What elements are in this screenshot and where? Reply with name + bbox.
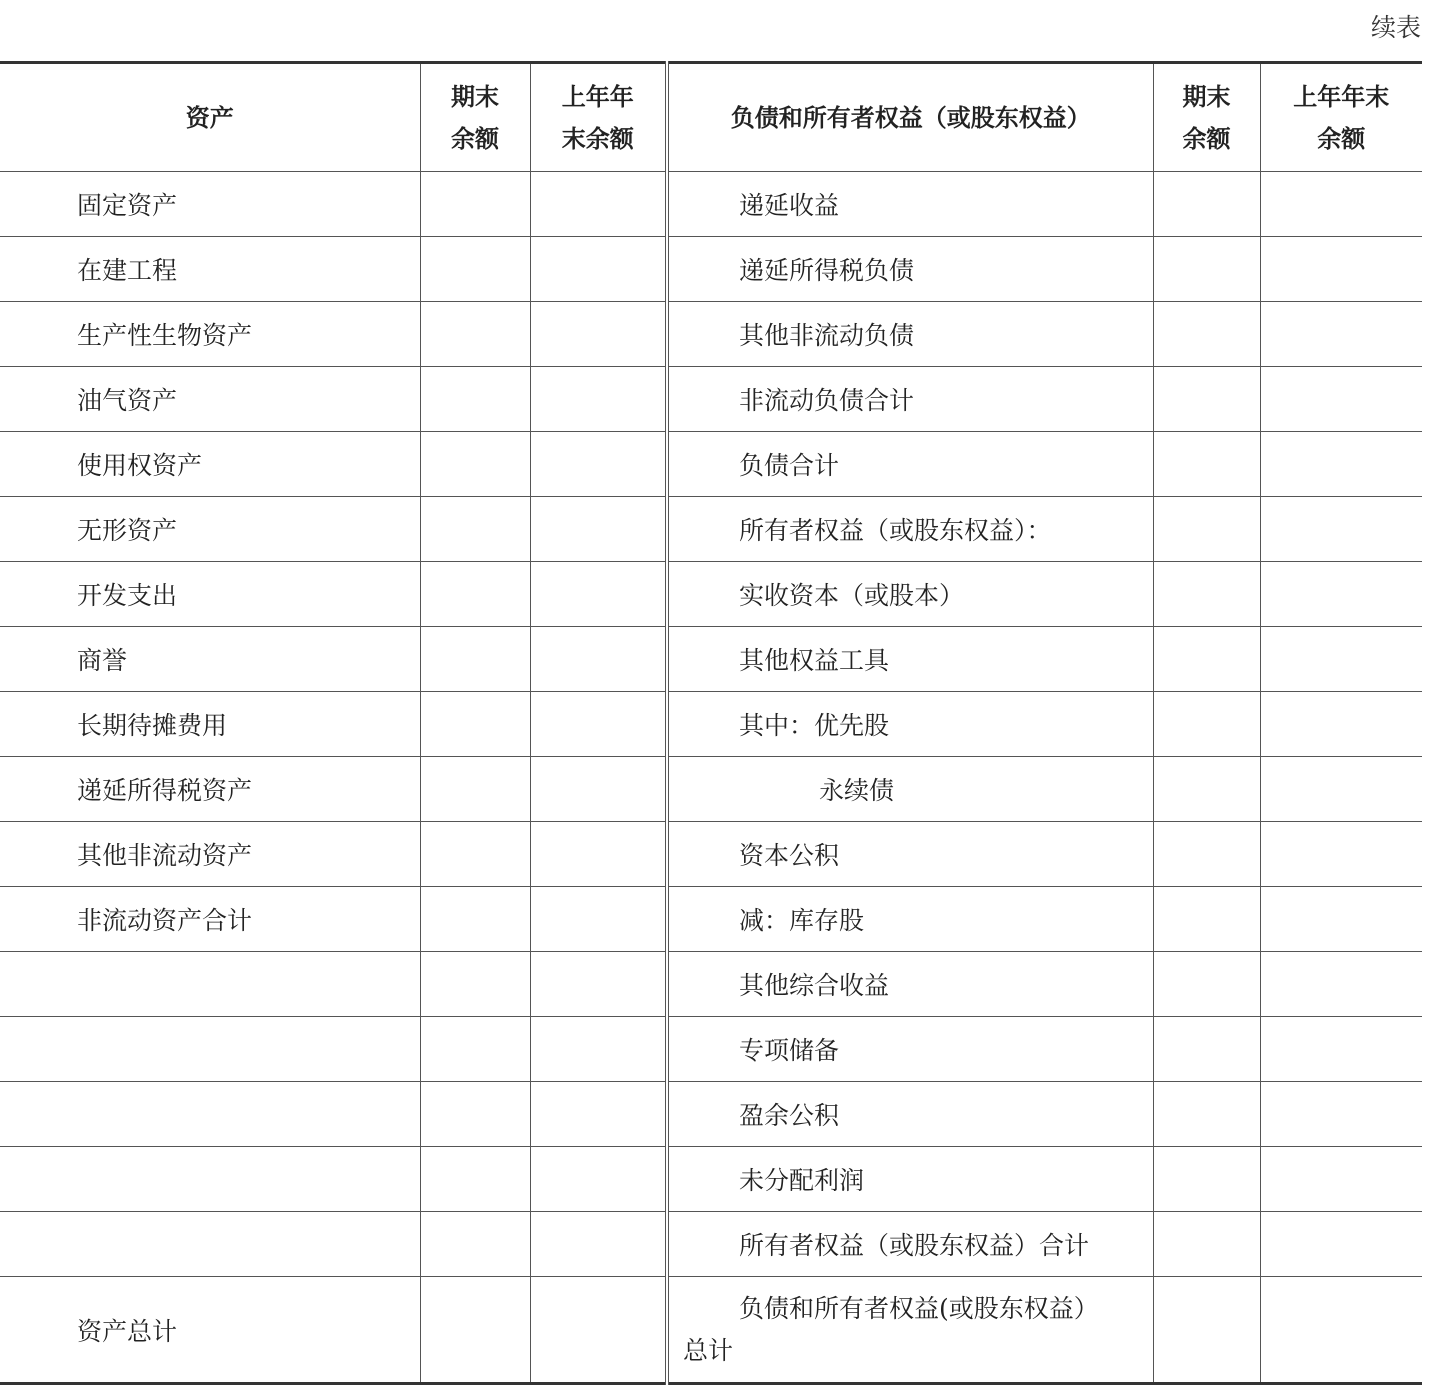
liability-total-line2: 总计 bbox=[683, 1335, 734, 1365]
header-liab-end-balance bbox=[1153, 63, 1260, 172]
liab-end-cell bbox=[1153, 562, 1260, 627]
table-row bbox=[0, 887, 1422, 952]
liab-prev-cell bbox=[1260, 887, 1422, 952]
liability-label: 其他综合收益 bbox=[667, 952, 1153, 1017]
asset-label: 无形资产 bbox=[0, 497, 420, 562]
liab-end-cell bbox=[1153, 692, 1260, 757]
asset-prev-cell bbox=[530, 367, 667, 432]
asset-label bbox=[0, 1147, 420, 1212]
liab-end-cell bbox=[1153, 172, 1260, 237]
asset-label: 使用权资产 bbox=[0, 432, 420, 497]
liab-end-cell bbox=[1153, 1017, 1260, 1082]
asset-prev-cell bbox=[530, 562, 667, 627]
liab-prev-cell bbox=[1260, 1082, 1422, 1147]
asset-label: 在建工程 bbox=[0, 237, 420, 302]
liability-label: 永续债 bbox=[667, 757, 1153, 822]
liability-label: 其他权益工具 bbox=[667, 627, 1153, 692]
liab-prev-cell bbox=[1260, 1212, 1422, 1277]
liability-label: 资本公积 bbox=[667, 822, 1153, 887]
asset-prev-cell bbox=[530, 952, 667, 1017]
table-row bbox=[0, 952, 1422, 1017]
liab-end-cell bbox=[1153, 497, 1260, 562]
liability-label: 递延收益 bbox=[667, 172, 1153, 237]
liab-end-cell bbox=[1153, 367, 1260, 432]
liab-end-cell bbox=[1153, 1277, 1260, 1384]
header-text: 余额 bbox=[1317, 124, 1366, 153]
table-row bbox=[0, 1017, 1422, 1082]
asset-prev-cell bbox=[530, 692, 667, 757]
asset-label bbox=[0, 952, 420, 1017]
table-row bbox=[0, 497, 1422, 562]
asset-prev-cell bbox=[530, 887, 667, 952]
table-row bbox=[0, 432, 1422, 497]
header-assets: 资产 bbox=[0, 63, 420, 172]
asset-label bbox=[0, 1212, 420, 1277]
asset-end-cell bbox=[420, 692, 530, 757]
table-row bbox=[0, 1147, 1422, 1212]
asset-end-cell bbox=[420, 237, 530, 302]
asset-end-cell bbox=[420, 1082, 530, 1147]
asset-prev-cell bbox=[530, 822, 667, 887]
header-row bbox=[0, 63, 1422, 172]
liab-prev-cell bbox=[1260, 367, 1422, 432]
asset-prev-cell bbox=[530, 497, 667, 562]
liab-prev-cell bbox=[1260, 1017, 1422, 1082]
asset-prev-cell bbox=[530, 1147, 667, 1212]
header-text: 余额 bbox=[451, 124, 499, 153]
table-row bbox=[0, 1082, 1422, 1147]
liab-prev-cell bbox=[1260, 757, 1422, 822]
asset-label: 固定资产 bbox=[0, 172, 420, 237]
liability-label: 未分配利润 bbox=[667, 1147, 1153, 1212]
asset-end-cell bbox=[420, 1212, 530, 1277]
liab-prev-cell bbox=[1260, 497, 1422, 562]
header-liab-prev-balance bbox=[1260, 63, 1422, 172]
asset-prev-cell bbox=[530, 432, 667, 497]
liability-label: 其中：优先股 bbox=[667, 692, 1153, 757]
asset-label: 长期待摊费用 bbox=[0, 692, 420, 757]
liab-prev-cell bbox=[1260, 302, 1422, 367]
asset-end-cell bbox=[420, 172, 530, 237]
header-text: 末余额 bbox=[561, 124, 634, 153]
liab-prev-cell bbox=[1260, 952, 1422, 1017]
liab-end-cell bbox=[1153, 432, 1260, 497]
asset-end-cell bbox=[420, 1017, 530, 1082]
asset-label: 油气资产 bbox=[0, 367, 420, 432]
asset-label bbox=[0, 1017, 420, 1082]
table-row bbox=[0, 627, 1422, 692]
liab-end-cell bbox=[1153, 887, 1260, 952]
liability-label: 其他非流动负债 bbox=[667, 302, 1153, 367]
asset-label: 生产性生物资产 bbox=[0, 302, 420, 367]
liability-label: 非流动负债合计 bbox=[667, 367, 1153, 432]
asset-end-cell bbox=[420, 562, 530, 627]
table-row bbox=[0, 1212, 1422, 1277]
liab-end-cell bbox=[1153, 952, 1260, 1017]
asset-label: 其他非流动资产 bbox=[0, 822, 420, 887]
liab-prev-cell bbox=[1260, 1277, 1422, 1384]
header-asset-end-balance bbox=[420, 63, 530, 172]
liability-label: 所有者权益（或股东权益）： bbox=[667, 497, 1153, 562]
header-text: 期末 bbox=[451, 82, 499, 111]
asset-prev-cell bbox=[530, 1212, 667, 1277]
asset-prev-cell bbox=[530, 1082, 667, 1147]
table-row bbox=[0, 757, 1422, 822]
liab-end-cell bbox=[1153, 822, 1260, 887]
asset-end-cell bbox=[420, 627, 530, 692]
liab-prev-cell bbox=[1260, 1147, 1422, 1212]
asset-end-cell bbox=[420, 887, 530, 952]
liab-prev-cell bbox=[1260, 237, 1422, 302]
table-row bbox=[0, 302, 1422, 367]
liab-prev-cell bbox=[1260, 822, 1422, 887]
asset-label: 开发支出 bbox=[0, 562, 420, 627]
asset-prev-cell bbox=[530, 757, 667, 822]
liab-end-cell bbox=[1153, 237, 1260, 302]
liab-end-cell bbox=[1153, 627, 1260, 692]
asset-prev-cell bbox=[530, 172, 667, 237]
header-text: 上年年末 bbox=[1293, 82, 1390, 111]
asset-label: 商誉 bbox=[0, 627, 420, 692]
liab-end-cell bbox=[1153, 1212, 1260, 1277]
liability-label: 递延所得税负债 bbox=[667, 237, 1153, 302]
asset-prev-cell bbox=[530, 302, 667, 367]
table-row bbox=[0, 367, 1422, 432]
liab-prev-cell bbox=[1260, 562, 1422, 627]
asset-prev-cell bbox=[530, 1017, 667, 1082]
table-row bbox=[0, 172, 1422, 237]
header-liabilities: 负债和所有者权益（或股东权益） bbox=[667, 63, 1153, 172]
header-asset-prev-balance bbox=[530, 63, 667, 172]
liability-label: 减：库存股 bbox=[667, 887, 1153, 952]
asset-end-cell bbox=[420, 822, 530, 887]
asset-end-cell bbox=[420, 1277, 530, 1384]
liability-total-line1: 负债和所有者权益(或股东权益） bbox=[739, 1293, 1099, 1323]
liab-prev-cell bbox=[1260, 627, 1422, 692]
liability-total-label bbox=[667, 1277, 1153, 1384]
liab-end-cell bbox=[1153, 302, 1260, 367]
asset-prev-cell bbox=[530, 237, 667, 302]
liability-label: 实收资本（或股本） bbox=[667, 562, 1153, 627]
liab-prev-cell bbox=[1260, 172, 1422, 237]
liability-label: 盈余公积 bbox=[667, 1082, 1153, 1147]
balance-sheet-table bbox=[0, 61, 1422, 1385]
total-row bbox=[0, 1277, 1422, 1384]
asset-end-cell bbox=[420, 497, 530, 562]
liability-label: 专项储备 bbox=[667, 1017, 1153, 1082]
header-text: 上年年 bbox=[561, 82, 634, 111]
asset-end-cell bbox=[420, 757, 530, 822]
liab-end-cell bbox=[1153, 1082, 1260, 1147]
table-row bbox=[0, 237, 1422, 302]
asset-prev-cell bbox=[530, 627, 667, 692]
liab-prev-cell bbox=[1260, 432, 1422, 497]
table-row bbox=[0, 692, 1422, 757]
table-caption: 续表 bbox=[1370, 13, 1421, 42]
header-text: 期末 bbox=[1182, 82, 1231, 111]
table-row bbox=[0, 562, 1422, 627]
asset-end-cell bbox=[420, 302, 530, 367]
asset-total-label: 资产总计 bbox=[77, 1316, 178, 1346]
liab-end-cell bbox=[1153, 1147, 1260, 1212]
asset-end-cell bbox=[420, 367, 530, 432]
asset-end-cell bbox=[420, 432, 530, 497]
asset-prev-cell bbox=[530, 1277, 667, 1384]
asset-label: 非流动资产合计 bbox=[0, 887, 420, 952]
asset-end-cell bbox=[420, 952, 530, 1017]
liab-prev-cell bbox=[1260, 692, 1422, 757]
asset-label bbox=[0, 1082, 420, 1147]
asset-label: 递延所得税资产 bbox=[0, 757, 420, 822]
table-row bbox=[0, 822, 1422, 887]
liab-end-cell bbox=[1153, 757, 1260, 822]
header-text: 余额 bbox=[1182, 124, 1231, 153]
liability-label: 所有者权益（或股东权益）合计 bbox=[667, 1212, 1153, 1277]
liability-label: 负债合计 bbox=[667, 432, 1153, 497]
asset-end-cell bbox=[420, 1147, 530, 1212]
